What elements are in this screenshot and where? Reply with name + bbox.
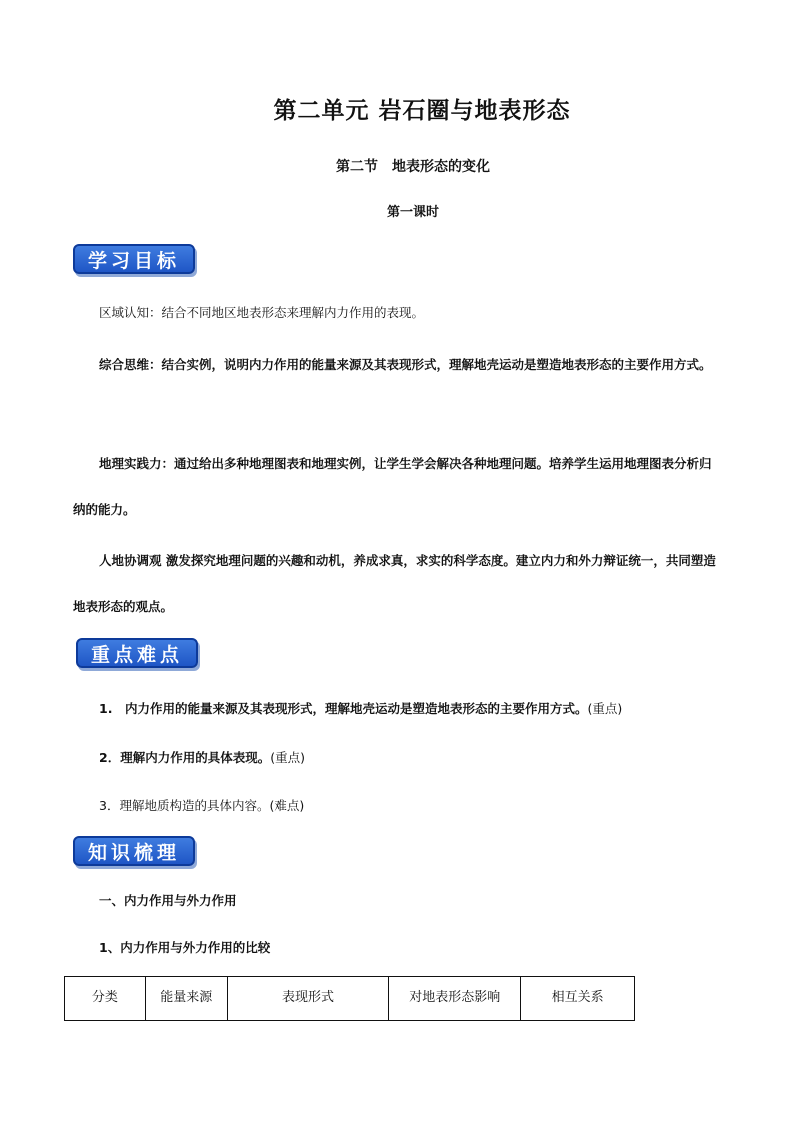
table-header-cell: 表现形式 [227, 977, 389, 1021]
knowledge-heading: 一、内力作用与外力作用 [99, 893, 237, 908]
table-header-cell: 能量来源 [145, 977, 227, 1021]
section-subtitle: 第二节 地表形态的变化 [336, 159, 490, 175]
keypoint-3: 3．理解地质构造的具体内容。(难点) [99, 798, 305, 813]
document-title: 第二单元 岩石圈与地表形态 [273, 98, 571, 124]
objective-harmony: 人地协调观 激发探究地理问题的兴趣和动机，养成求真，求实的科学态度。建立内力和外力辩证统一，共同塑造地表形态的观点。 [73, 553, 716, 614]
objective-thinking: 综合思维：结合实例，说明内力作用的能量来源及其表现形式，理解地壳运动是塑造地表形态的主要作用方式。 [99, 357, 712, 372]
keypoints-badge: 重点难点 [76, 638, 198, 668]
keypoint-1: 1. 内力作用的能量来源及其表现形式，理解地壳运动是塑造地表形态的主要作用方式。(重点) [99, 701, 623, 716]
comparison-table [64, 976, 635, 1021]
table-header-cell: 相互关系 [521, 977, 635, 1021]
table-header-cell: 对地表形态影响 [389, 977, 521, 1021]
keypoint-2: 2．理解内力作用的具体表现。(重点) [99, 750, 305, 765]
objectives-badge: 学习目标 [73, 244, 195, 274]
table-header-row [65, 977, 635, 1021]
objective-practice: 地理实践力：通过给出多种地理图表和地理实例，让学生学会解决各种地理问题。培养学生运用地理图表分析归纳的能力。 [73, 456, 712, 517]
knowledge-badge: 知识梳理 [73, 836, 195, 866]
lesson-label: 第一课时 [386, 205, 439, 220]
objective-regional: 区域认知：结合不同地区地表形态来理解内力作用的表现。 [99, 305, 425, 320]
knowledge-subheading: 1、内力作用与外力作用的比较 [99, 940, 271, 955]
table-header-cell: 分类 [65, 977, 146, 1021]
